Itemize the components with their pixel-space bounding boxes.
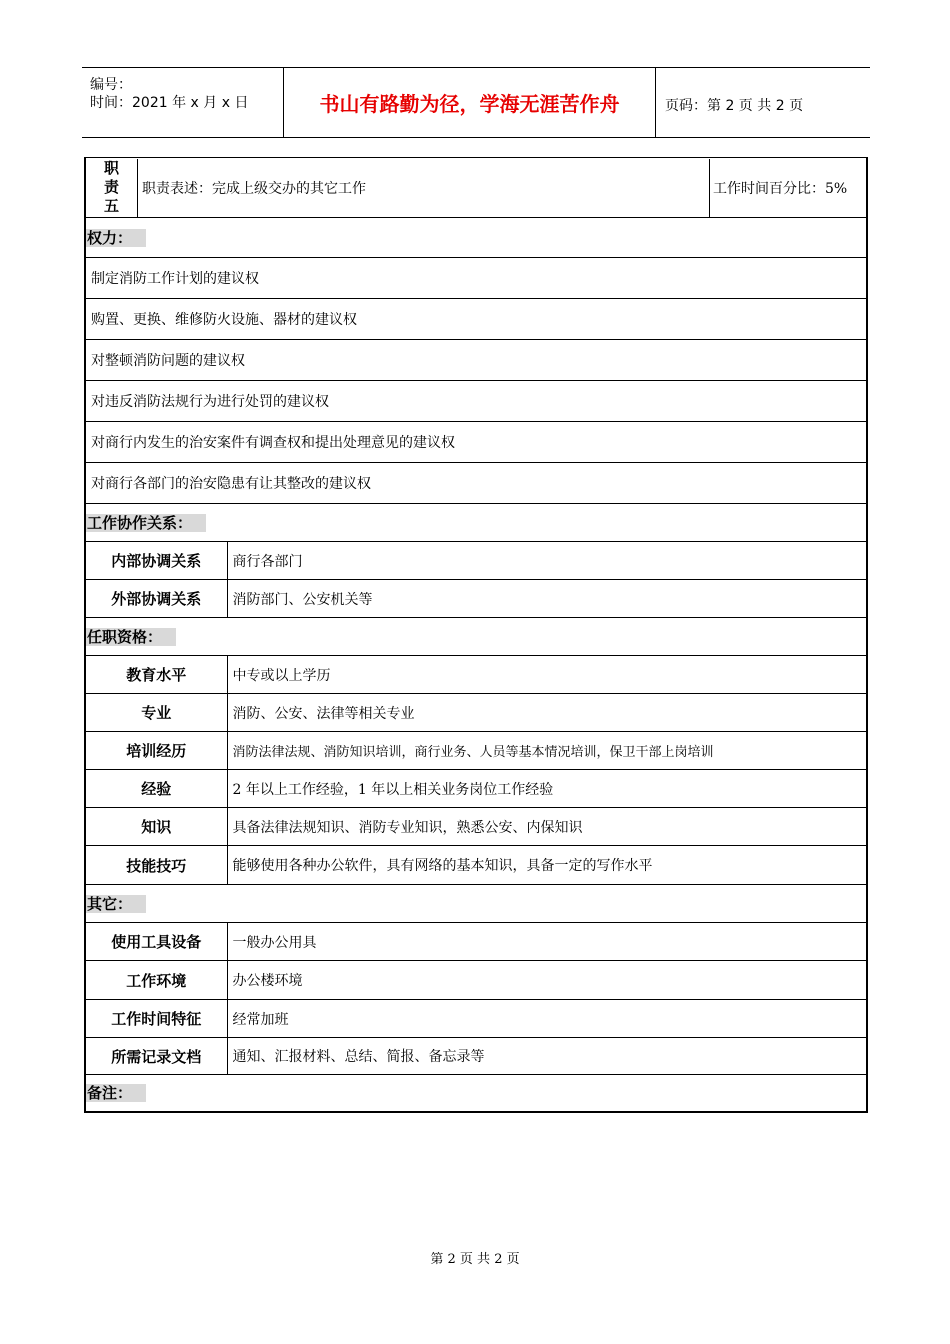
duty-five-description: 职责表述：完成上级交办的其它工作 xyxy=(138,159,710,217)
relations-title: 工作协作关系： xyxy=(86,514,206,532)
row-label: 工作环境 xyxy=(85,961,227,1000)
table-row xyxy=(85,542,867,580)
row-label: 内部协调关系 xyxy=(85,542,227,580)
other-title: 其它： xyxy=(86,895,146,913)
other-section-header xyxy=(85,885,867,923)
header-motto: 书山有路勤为径，学海无涯苦作舟 xyxy=(319,92,620,116)
authority-item xyxy=(85,258,867,299)
number-label: 编号： xyxy=(90,77,132,93)
row-label: 技能技巧 xyxy=(85,846,227,885)
row-label: 所需记录文档 xyxy=(85,1038,227,1075)
row-value: 经常加班 xyxy=(227,1000,867,1038)
header-meta xyxy=(82,68,283,137)
row-label: 专业 xyxy=(85,694,227,732)
table-row xyxy=(85,846,867,885)
authority-title: 权力： xyxy=(86,229,146,247)
relations-section-header xyxy=(85,504,867,542)
row-value: 具备法律法规知识、消防专业知识，熟悉公安、内保知识 xyxy=(227,808,867,846)
row-value: 中专或以上学历 xyxy=(227,656,867,694)
list-item: 对商行内发生的治安案件有调查权和提出处理意见的建议权 xyxy=(85,422,867,463)
row-label: 经验 xyxy=(85,770,227,808)
header-divider xyxy=(655,68,656,137)
table-row xyxy=(85,770,867,808)
authority-item xyxy=(85,381,867,422)
row-value: 办公楼环境 xyxy=(227,961,867,1000)
table-row xyxy=(85,1000,867,1038)
table-row xyxy=(85,580,867,618)
row-value: 能够使用各种办公软件，具有网络的基本知识，具备一定的写作水平 xyxy=(227,846,867,885)
authority-item xyxy=(85,463,867,504)
row-label: 工作时间特征 xyxy=(85,1000,227,1038)
list-item: 对整顿消防问题的建议权 xyxy=(85,340,867,381)
authority-item xyxy=(85,422,867,463)
row-label: 外部协调关系 xyxy=(85,580,227,618)
row-value: 消防法律法规、消防知识培训，商行业务、人员等基本情况培训，保卫干部上岗培训 xyxy=(227,732,867,770)
duty-five-label: 职责五 xyxy=(86,159,138,217)
duty-five-time-percent: 工作时间百分比：5% xyxy=(713,180,848,197)
row-label: 培训经历 xyxy=(85,732,227,770)
date-label: 时间：2021 年 x 月 x 日 xyxy=(90,95,249,111)
table-row xyxy=(85,656,867,694)
authority-item xyxy=(85,340,867,381)
list-item: 对违反消防法规行为进行处罚的建议权 xyxy=(85,381,867,422)
row-value: 通知、汇报材料、总结、简报、备忘录等 xyxy=(227,1038,867,1075)
row-label: 使用工具设备 xyxy=(85,923,227,961)
qualifications-title: 任职资格： xyxy=(86,628,176,646)
list-item: 制定消防工作计划的建议权 xyxy=(85,258,867,299)
table-row xyxy=(85,808,867,846)
row-value: 2 年以上工作经验，1 年以上相关业务岗位工作经验 xyxy=(227,770,867,808)
page-footer: 第 2 页 共 2 页 xyxy=(430,1252,520,1267)
row-value: 消防部门、公安机关等 xyxy=(227,580,867,618)
row-value: 消防、公安、法律等相关专业 xyxy=(227,694,867,732)
qualifications-section-header xyxy=(85,618,867,656)
job-description-table xyxy=(84,157,868,1113)
duty-five-row xyxy=(85,158,867,218)
table-row xyxy=(85,961,867,1000)
authority-item xyxy=(85,299,867,340)
row-label: 教育水平 xyxy=(85,656,227,694)
table-row xyxy=(85,923,867,961)
table-row xyxy=(85,732,867,770)
table-row xyxy=(85,1038,867,1075)
row-label: 知识 xyxy=(85,808,227,846)
row-value: 一般办公用具 xyxy=(227,923,867,961)
list-item: 购置、更换、维修防火设施、器材的建议权 xyxy=(85,299,867,340)
remarks-title: 备注： xyxy=(86,1084,146,1102)
list-item: 对商行各部门的治安隐患有让其整改的建议权 xyxy=(85,463,867,504)
remarks-section-header xyxy=(85,1075,867,1112)
authority-section-header xyxy=(85,218,867,258)
row-value: 商行各部门 xyxy=(227,542,867,580)
header-page-info: 页码：第 2 页 共 2 页 xyxy=(665,98,804,114)
table-row xyxy=(85,694,867,732)
page-header xyxy=(82,67,870,138)
